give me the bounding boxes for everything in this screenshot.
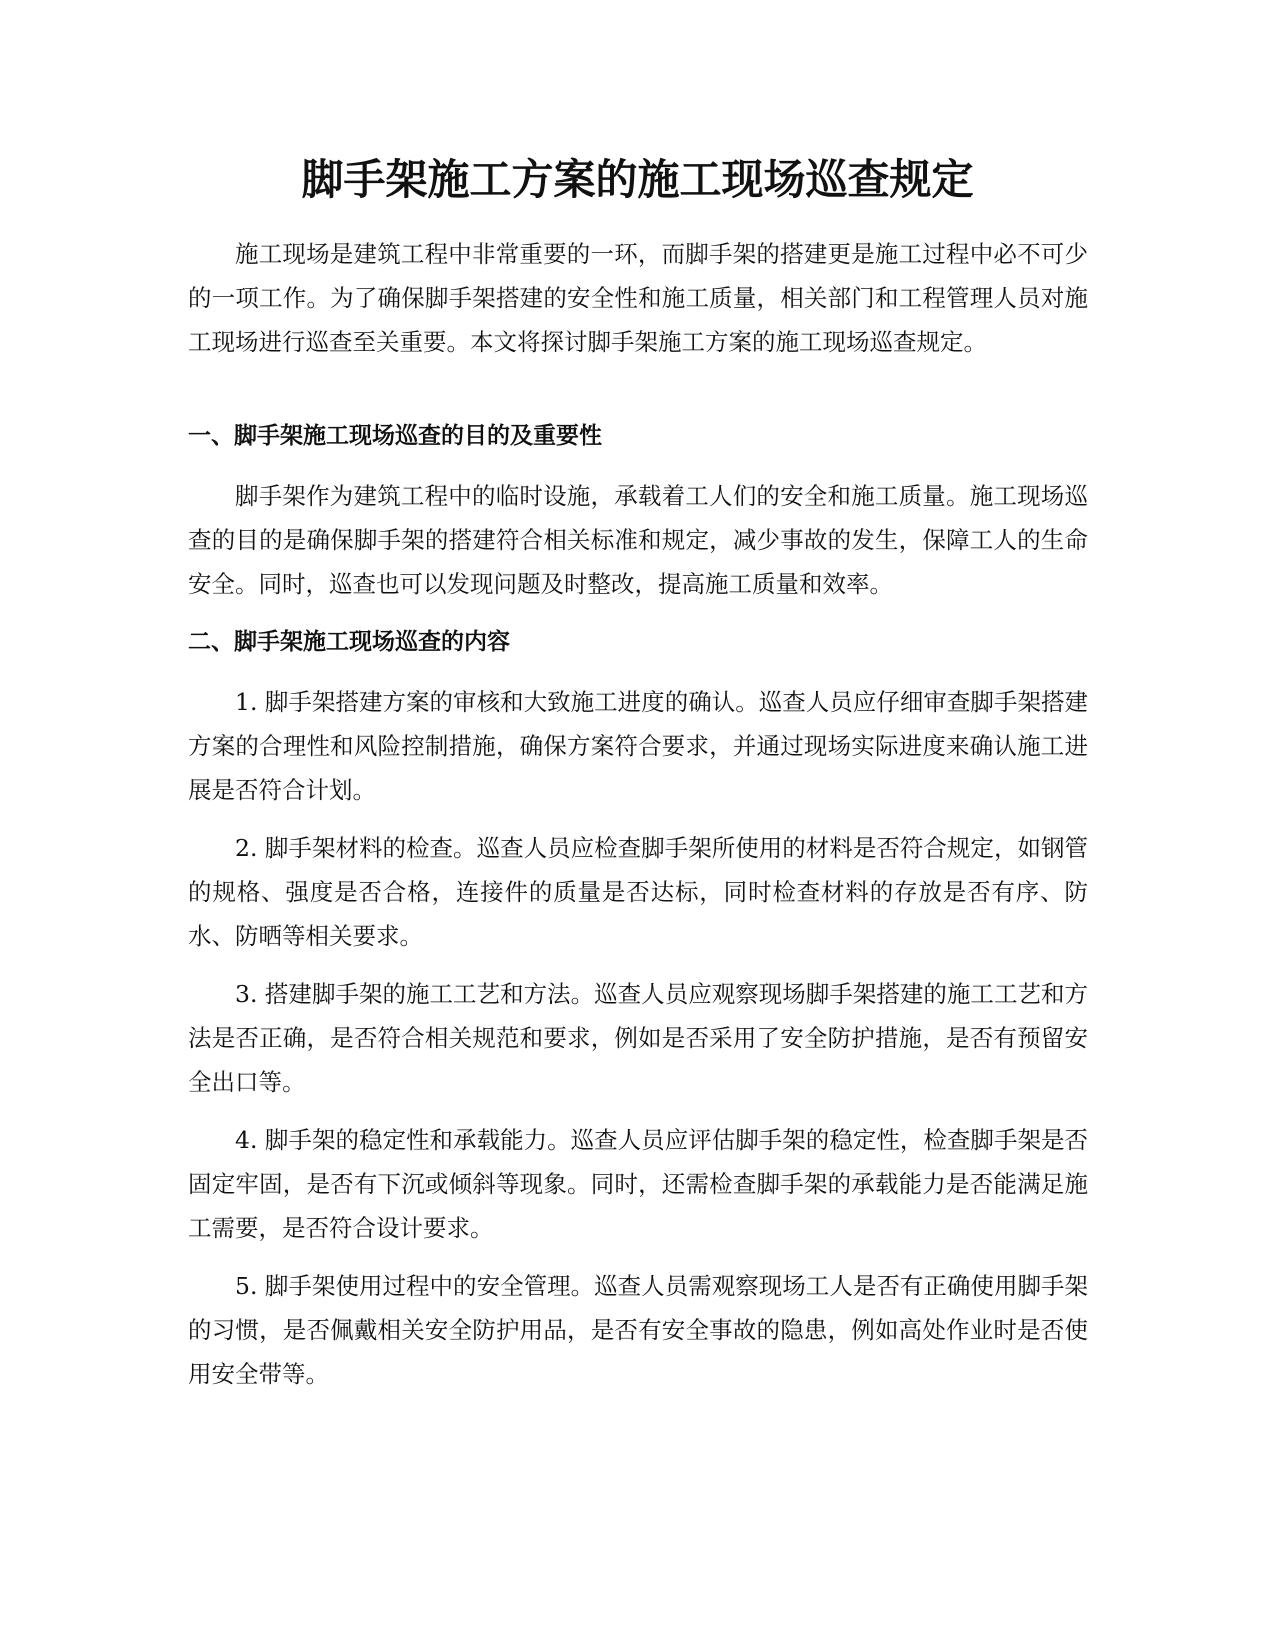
list-item-paragraph: 4. 脚手架的稳定性和承载能力。巡查人员应评估脚手架的稳定性，检查脚手架是否固定牢固，是否有下沉或倾斜等现象。同时，还需检查脚手架的承载能力是否能满足施工需要，是否符合设计要求。 <box>188 1126 1088 1242</box>
section-heading: 一、脚手架施工现场巡查的目的及重要性 <box>188 423 602 449</box>
list-item-paragraph: 3. 搭建脚手架的施工工艺和方法。巡查人员应观察现场脚手架搭建的施工工艺和方法是否正确，是否符合相关规范和要求，例如是否采用了安全防护措施，是否有预留安全出口等。 <box>188 980 1088 1096</box>
list-item-paragraph: 1. 脚手架搭建方案的审核和大致施工进度的确认。巡查人员应仔细审查脚手架搭建方案的合理性和风险控制措施，确保方案符合要求，并通过现场实际进度来确认施工进展是否符合计划。 <box>188 688 1088 804</box>
document-title: 脚手架施工方案的施工现场巡查规定 <box>301 155 974 204</box>
section-heading: 二、脚手架施工现场巡查的内容 <box>188 629 510 655</box>
list-item-paragraph: 5. 脚手架使用过程中的安全管理。巡查人员需观察现场工人是否有正确使用脚手架的习惯，是否佩戴相关安全防护用品，是否有安全事故的隐患，例如高处作业时是否使用安全带等。 <box>188 1272 1088 1388</box>
list-item-paragraph: 2. 脚手架材料的检查。巡查人员应检查脚手架所使用的材料是否符合规定，如钢管的规格、强度是否合格，连接件的质量是否达标，同时检查材料的存放是否有序、防水、防晒等相关要求。 <box>188 834 1088 950</box>
body-paragraph: 脚手架作为建筑工程中的临时设施，承载着工人们的安全和施工质量。施工现场巡查的目的是确保脚手架的搭建符合相关标准和规定，减少事故的发生，保障工人的生命安全。同时，巡查也可以发现问题及时整改，提高施工质量和效率。 <box>188 482 1088 598</box>
intro-paragraph: 施工现场是建筑工程中非常重要的一环，而脚手架的搭建更是施工过程中必不可少的一项工作。为了确保脚手架搭建的安全性和施工质量，相关部门和工程管理人员对施工现场进行巡查至关重要。本文将探讨脚手架施工方案的施工现场巡查规定。 <box>188 240 1088 356</box>
